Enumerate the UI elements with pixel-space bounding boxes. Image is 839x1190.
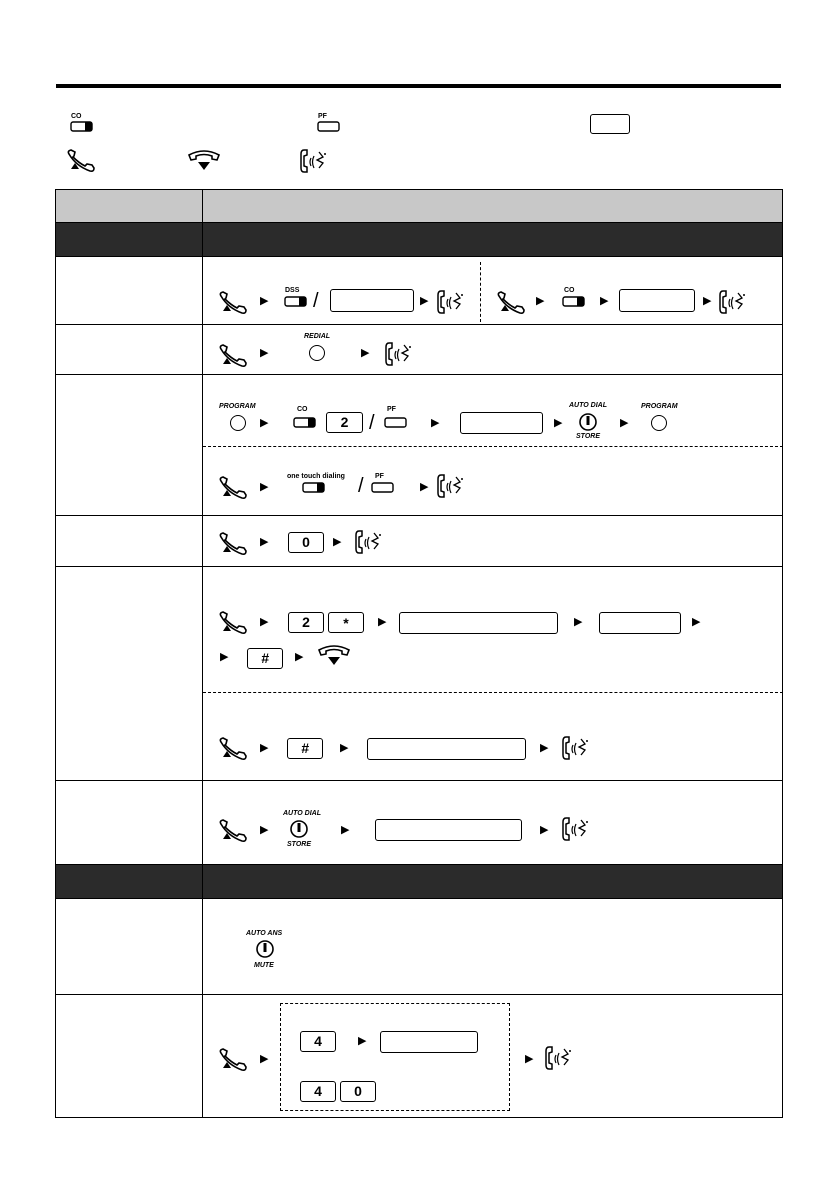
handset-on-hook-icon <box>186 149 222 175</box>
program-label: PROGRAM <box>641 403 678 410</box>
talk-icon <box>298 148 328 176</box>
arrow-icon: ▶ <box>703 295 712 307</box>
talk-icon <box>383 341 413 369</box>
handset-off-hook-icon <box>217 736 249 762</box>
arrow-icon: ▶ <box>260 295 269 307</box>
handset-off-hook-icon <box>217 343 249 369</box>
arrow-icon: ▶ <box>554 417 563 429</box>
dial-key-0[interactable]: 0 <box>340 1081 376 1102</box>
arrow-icon: ▶ <box>600 295 609 307</box>
arrow-icon: ▶ <box>540 742 549 754</box>
arrow-icon: ▶ <box>260 417 269 429</box>
pickup-operation-cell <box>203 995 783 1118</box>
auto-dial-label: AUTO DIAL <box>283 810 321 817</box>
dashed-divider <box>203 446 783 447</box>
auto-ans-label: AUTO ANS <box>246 930 283 937</box>
handset-off-hook-icon <box>217 290 249 316</box>
flexible-button-icon <box>330 289 414 312</box>
dial-key-0[interactable]: 0 <box>288 532 324 553</box>
auto-answer-operation-cell <box>203 899 783 995</box>
arrow-icon: ▶ <box>260 481 269 493</box>
or-slash: / <box>369 412 375 434</box>
dial-key-hash[interactable]: # <box>287 738 323 759</box>
arrow-icon: ▶ <box>260 347 269 359</box>
arrow-icon: ▶ <box>295 651 304 663</box>
handset-on-hook-icon <box>316 644 352 670</box>
table-row <box>56 567 783 781</box>
flexible-button-icon <box>590 114 630 134</box>
handset-off-hook-icon <box>217 818 249 844</box>
arrow-icon: ▶ <box>431 417 440 429</box>
flexible-button-icon <box>599 612 681 634</box>
dial-key-4[interactable]: 4 <box>300 1031 336 1052</box>
arrow-icon: ▶ <box>361 347 370 359</box>
dial-key-star[interactable]: * <box>328 612 364 633</box>
co-button-icon <box>562 296 586 308</box>
legend-co-label: CO <box>71 113 82 120</box>
one-touch-label: one touch dialing <box>287 473 345 480</box>
section-header-row <box>56 223 783 257</box>
talk-icon <box>560 816 590 844</box>
arrow-icon: ▶ <box>260 742 269 754</box>
section-header-row <box>56 865 783 899</box>
operation-table <box>55 189 783 1118</box>
program-button-icon[interactable] <box>651 415 667 431</box>
auto-dial-label: AUTO DIAL <box>569 402 607 409</box>
or-slash: / <box>358 475 364 497</box>
dial-button-icon[interactable] <box>255 939 275 959</box>
one-touch-button-icon <box>302 482 326 494</box>
header-feature-cell <box>56 190 203 223</box>
arrow-icon: ▶ <box>341 824 350 836</box>
program-button-icon[interactable] <box>230 415 246 431</box>
co-button-icon <box>70 121 94 133</box>
co-label: CO <box>564 287 575 294</box>
store-label: STORE <box>287 841 311 848</box>
mute-label: MUTE <box>254 962 274 969</box>
dial-key-4[interactable]: 4 <box>300 1081 336 1102</box>
arrow-icon: ▶ <box>260 616 269 628</box>
talk-icon <box>560 735 590 763</box>
speed-dial-operation-cell <box>203 567 783 781</box>
dial-key-2[interactable]: 2 <box>326 412 363 433</box>
flexible-button-icon <box>460 412 543 434</box>
talk-icon <box>435 289 465 317</box>
arrow-icon: ▶ <box>340 742 349 754</box>
table-row <box>56 516 783 567</box>
handset-off-hook-icon <box>65 148 101 174</box>
arrow-icon: ▶ <box>420 295 429 307</box>
pf-label: PF <box>375 473 384 480</box>
dss-button-icon <box>284 296 308 308</box>
dial-button-icon[interactable] <box>289 819 309 839</box>
store-label: STORE <box>576 433 600 440</box>
pf-button-icon <box>384 417 408 429</box>
flexible-button-icon <box>375 819 522 841</box>
dial-button-icon[interactable] <box>578 412 598 432</box>
co-button-icon <box>293 417 317 429</box>
redial-operation-cell <box>203 325 783 375</box>
arrow-icon: ▶ <box>358 1035 367 1047</box>
auto-dial-operation-cell <box>203 781 783 865</box>
table-row <box>56 899 783 995</box>
handset-off-hook-icon <box>217 475 249 501</box>
table-row <box>56 325 783 375</box>
one-touch-operation-cell <box>203 375 783 516</box>
title-rule <box>56 84 781 88</box>
arrow-icon: ▶ <box>574 616 583 628</box>
flexible-button-icon <box>380 1031 478 1053</box>
table-row <box>56 781 783 865</box>
arrow-icon: ▶ <box>220 651 229 663</box>
flexible-button-icon <box>367 738 526 760</box>
co-label: CO <box>297 406 308 413</box>
talk-icon <box>353 529 383 557</box>
call-operation-cell <box>203 257 783 325</box>
table-row <box>56 375 783 516</box>
arrow-icon: ▶ <box>378 616 387 628</box>
talk-icon <box>717 289 747 317</box>
or-slash: / <box>313 290 319 312</box>
arrow-icon: ▶ <box>525 1053 534 1065</box>
pf-button-icon <box>317 121 341 133</box>
arrow-icon: ▶ <box>260 824 269 836</box>
header-operation-cell <box>203 190 783 223</box>
arrow-icon: ▶ <box>540 824 549 836</box>
flexible-button-icon <box>399 612 558 634</box>
table-row <box>56 257 783 325</box>
legend-pf-label: PF <box>318 113 327 120</box>
talk-icon <box>435 473 465 501</box>
table-header-row <box>56 190 783 223</box>
handset-off-hook-icon <box>217 1047 249 1073</box>
arrow-icon: ▶ <box>536 295 545 307</box>
arrow-icon: ▶ <box>260 536 269 548</box>
arrow-icon: ▶ <box>420 481 429 493</box>
handset-off-hook-icon <box>495 290 527 316</box>
dashed-divider <box>203 692 783 693</box>
arrow-icon: ▶ <box>333 536 342 548</box>
table-row <box>56 995 783 1118</box>
dial-key-2[interactable]: 2 <box>288 612 324 633</box>
arrow-icon: ▶ <box>260 1053 269 1065</box>
pf-button-icon <box>371 482 395 494</box>
dial-key-hash[interactable]: # <box>247 648 283 669</box>
redial-button-icon[interactable] <box>309 345 325 361</box>
program-label: PROGRAM <box>219 403 256 410</box>
arrow-icon: ▶ <box>620 417 629 429</box>
talk-icon <box>543 1045 573 1073</box>
dss-label: DSS <box>285 287 300 294</box>
redial-label: REDIAL <box>304 333 331 340</box>
pf-label: PF <box>387 406 396 413</box>
operator-operation-cell <box>203 516 783 567</box>
handset-off-hook-icon <box>217 610 249 636</box>
flexible-button-icon <box>619 289 695 312</box>
arrow-icon: ▶ <box>692 616 701 628</box>
handset-off-hook-icon <box>217 531 249 557</box>
